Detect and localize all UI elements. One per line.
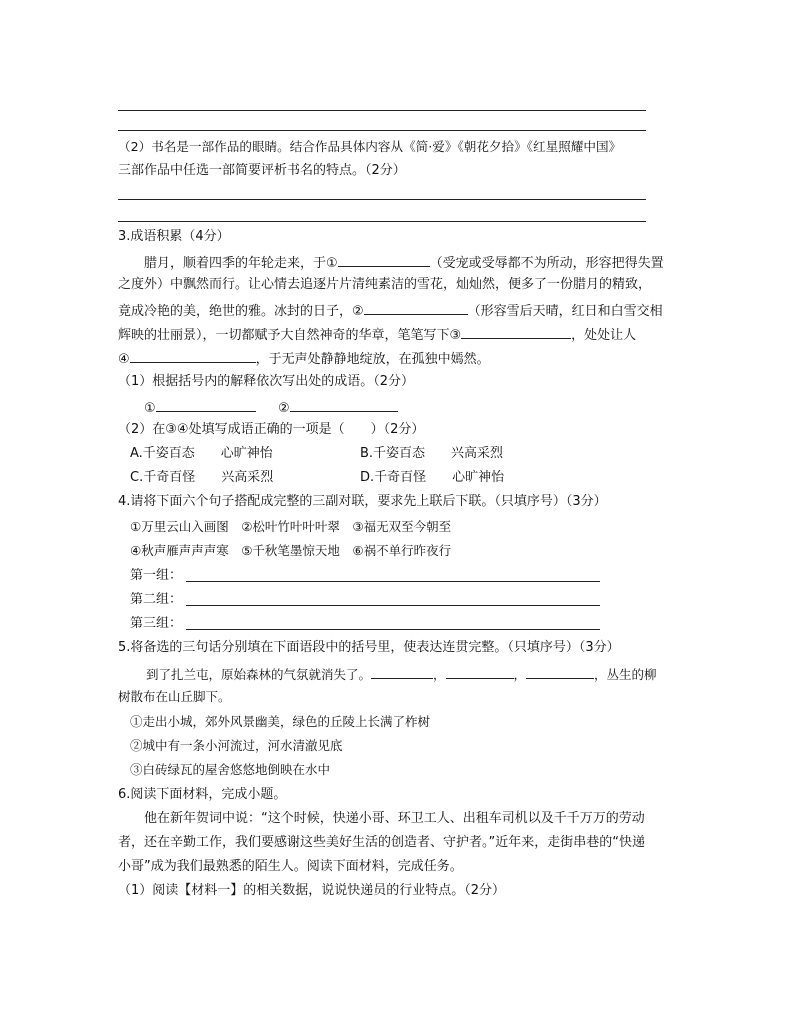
- question-3-title: 3.成语积累（4分）: [118, 229, 230, 244]
- q3-text: ，处处让人: [571, 328, 637, 343]
- question-2-2-line2: 三部作品中任选一部简要评析书名的特点。（2分）: [118, 163, 406, 178]
- q5-text: ，: [433, 667, 446, 682]
- group-3-label: 第三组：: [130, 616, 183, 631]
- q3-text: 腊月，顺着四季的年轮走来，于①: [144, 256, 338, 271]
- q5-option-3: ③白砖绿瓦的屋舍悠悠地倒映在水中: [130, 762, 331, 777]
- answer-label-2: ②: [277, 401, 290, 416]
- q3-text: （形容雪后天晴，红日和白雪交相: [467, 304, 663, 319]
- q5-option-1: ①走出小城，郊外风景幽美，绿色的丘陵上长满了柞树: [130, 714, 431, 729]
- q5-blank-3[interactable]: [526, 665, 594, 679]
- question-5-title: 5.将备选的三句话分别填在下面语段中的括号里，使表达连贯完整。（只填序号）（3分）: [118, 640, 620, 655]
- q3-paragraph-line5: [118, 349, 490, 368]
- q5-blank-2[interactable]: [446, 665, 514, 679]
- group-1-label: 第一组：: [130, 568, 183, 583]
- q6-paragraph-line2: 者，还在辛勤工作，我们要感谢这些美好生活的创造者、守护者。”近年来，走街串巷的“快递: [118, 835, 645, 850]
- q6-paragraph-line3: 小哥”成为我们最熟悉的陌生人。阅读下面材料，完成任务。: [118, 859, 463, 874]
- answer-line: [118, 199, 646, 200]
- question-6-title: 6.阅读下面材料，完成小题。: [118, 787, 287, 802]
- idiom-blank-2[interactable]: [364, 301, 468, 315]
- q3-text: （受宠或受辱都不为所动，形容把得失置: [429, 256, 664, 271]
- group-2-line[interactable]: [186, 605, 600, 606]
- q3-paragraph-line3: [118, 301, 663, 320]
- answer-line: [118, 221, 646, 222]
- question-4-title: 4.请将下面六个句子搭配成完整的三副对联，要求先上联后下联。（只填序号）（3分）: [118, 494, 607, 509]
- group-3-line[interactable]: [186, 629, 600, 630]
- idiom-blank-4[interactable]: [130, 349, 256, 363]
- answer-blank-1[interactable]: [156, 398, 256, 412]
- q5-passage-line2: 树散布在山丘脚下。: [118, 689, 231, 704]
- q5-passage-line1: [146, 665, 657, 683]
- question-2-2-line1: （2）书名是一部作品的眼睛。结合作品具体内容从《简·爱》《朝花夕拾》《红星照耀中国》: [118, 139, 622, 154]
- q3-sub2: （2）在③④处填写成语正确的一项是（ ）（2分）: [118, 422, 425, 437]
- answer-label-1: ①: [144, 401, 156, 416]
- q3-paragraph-line1: [144, 253, 664, 272]
- group-1-line[interactable]: [186, 581, 600, 582]
- q6-sub1: （1）阅读【材料一】的相关数据，说说快递员的行业特点。（2分）: [118, 883, 506, 898]
- q5-text: 到了扎兰屯，原始森林的气氛就消失了。: [146, 667, 372, 682]
- q6-paragraph-line1: 他在新年贺词中说：“这个时候，快递小哥、环卫工人、出租车司机以及千千万万的劳动: [144, 811, 645, 826]
- couplet-row-2: ④秋声雁声声声寒 ⑤千秋笔墨惊天地 ⑥祸不单行昨夜行: [130, 543, 452, 558]
- answer-line: [118, 130, 646, 131]
- q3-text: ④: [118, 352, 130, 367]
- q3-paragraph-line4: [118, 325, 636, 344]
- answer-blank-2[interactable]: [290, 398, 398, 412]
- q3-paragraph-line2: 之度外）中飘然而行。让心情去追逐片片清纯素洁的雪花，灿灿然，便多了一份腊月的精致，: [118, 277, 652, 292]
- q5-option-2: ②城中有一条小河流过，河水清澈见底: [130, 738, 343, 753]
- idiom-blank-3[interactable]: [461, 325, 571, 339]
- q3-text: ，于无声处静静地绽放，在孤独中嫣然。: [255, 352, 490, 367]
- q3-text: 竟成冷艳的美，绝世的雅。冰封的日子，②: [118, 304, 364, 319]
- option-b: B.千姿百态 兴高采烈: [360, 446, 504, 461]
- idiom-blank-1[interactable]: [338, 253, 430, 267]
- q3-sub1: （1）根据括号内的解释依次写出处的成语。（2分）: [118, 374, 415, 389]
- q5-text: ，丛生的柳: [594, 667, 657, 682]
- option-d: D.千奇百怪 心旷神怡: [360, 470, 505, 485]
- q5-text: ，: [513, 667, 527, 682]
- q3-answer-row: [144, 398, 398, 417]
- group-2-label: 第二组：: [130, 592, 183, 607]
- couplet-row-1: ①万里云山入画图 ②松叶竹叶叶叶翠 ③福无双至今朝至: [130, 519, 452, 534]
- option-a: A.千姿百态 心旷神怡: [130, 446, 273, 461]
- answer-line: [118, 110, 646, 111]
- q3-text: 辉映的壮丽景），一切都赋予大自然神奇的华章，笔笔写下③: [118, 328, 462, 343]
- q5-blank-1[interactable]: [371, 665, 433, 679]
- option-c: C.千奇百怪 兴高采烈: [130, 470, 274, 485]
